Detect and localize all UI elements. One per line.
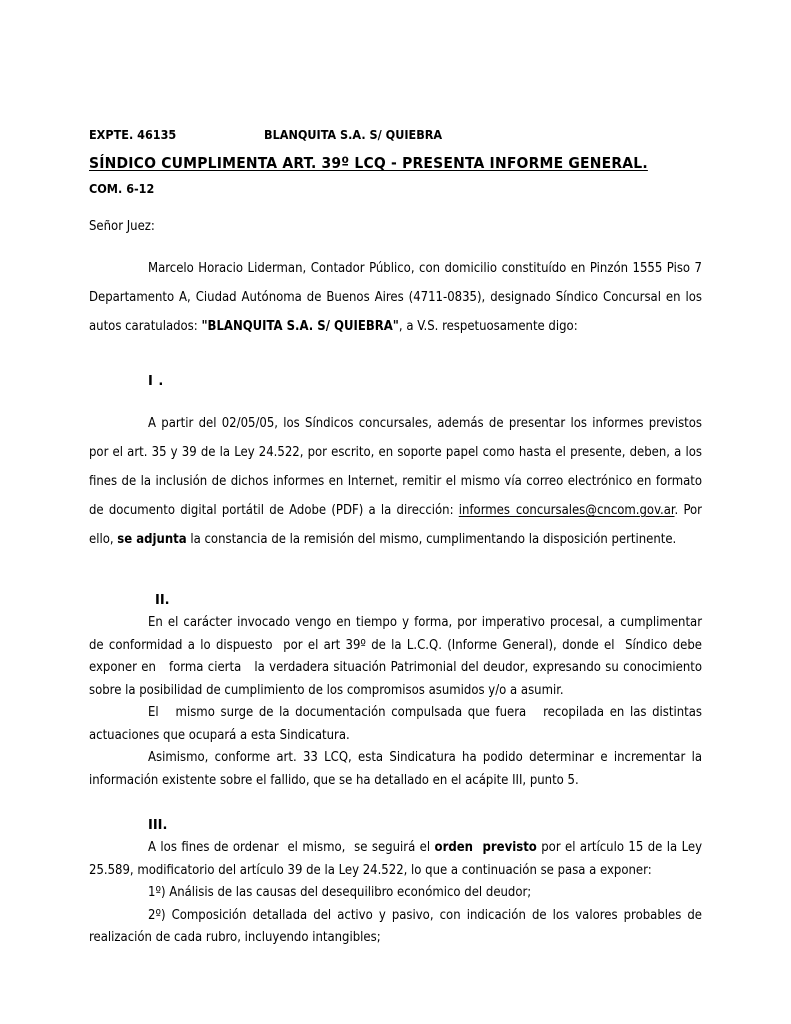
caption-line-comunicacion: [89, 180, 702, 198]
intro-text-part1: Marcelo Horacio Liderman, Contador Público, con domicilio constituído en Pinzón 1555 Piso 7 Departamento A, Ciudad Autónoma de Buenos Aires (4711-0835), designado Síndico Concursal en los autos caratulados:: [89, 261, 706, 334]
intro-text-part2: , a V.S. respetuosamente digo:: [398, 319, 578, 334]
list-item: 2º) Composición detallada del activo y pasivo, con indicación de los valores probables de realización de cada rubro, incluyendo intangibles;: [89, 907, 706, 945]
spacer: [89, 393, 702, 409]
salutation: Señor Juez:: [89, 219, 155, 234]
section-iii-bold-phrase: orden previsto: [434, 840, 537, 855]
section-ii-paragraph-2: El mismo surge de la documentación compulsada que fuera recopilada en las distintas actuaciones que ocupará a esta Sindicatura.: [89, 705, 706, 743]
section-marker-ii: II.: [155, 593, 170, 608]
section-iii-text-lead: A los fines de ordenar el mismo, se seguirá el: [148, 840, 435, 855]
section-i-text-tail: la constancia de la remisión del mismo, cumplimentando la disposición pertinente.: [186, 532, 677, 547]
page-title: SÍNDICO CUMPLIMENTA ART. 39º LCQ - PRESENTA INFORME GENERAL.: [89, 154, 648, 172]
case-title: BLANQUITA S.A. S/ QUIEBRA: [264, 127, 443, 142]
section-i-text-after-email: . Por ello,: [89, 503, 706, 547]
intro-paragraph: [89, 254, 706, 341]
spacer: [89, 341, 702, 371]
section-marker-i: I .: [148, 374, 164, 389]
section-ii-paragraph-1: En el carácter invocado vengo en tiempo y forma, por imperativo procesal, a cumplimentar de conformidad a lo dispuesto por el art 39º de la L.C.Q. (Informe General), donde el Síndico debe exponer en forma cierta la verdadera situación Patrimonial del deudor, expresando su conocimiento sobre la posibilidad de cumplimiento de los compromisos asumidos y/o a asumir.: [89, 615, 706, 698]
section-marker-iii: III.: [148, 818, 168, 833]
spacer: [89, 554, 702, 590]
section-iii-paragraph: [89, 837, 706, 882]
section-i-bold-phrase: se adjunta: [117, 532, 187, 547]
section-i-text-before-email: A partir del 02/05/05, los Síndicos concursales, además de presentar los informes previstos por el art. 35 y 39 de la Ley 24.522, por escrito, en soporte papel como hasta el presente, deben, a los fines de la inclusión de dichos informes en Internet, remitir el mismo vía correo electrónico en formato de documento digital portátil de Adobe (PDF) a la dirección:: [89, 416, 706, 518]
expediente-number: EXPTE. 46135: [89, 127, 177, 142]
email-address[interactable]: informes_concursales@cncom.gov.ar: [458, 503, 675, 518]
spacer: [89, 238, 702, 254]
section-ii-paragraph-3: Asimismo, conforme art. 33 LCQ, esta Sindicatura ha podido determinar e incrementar la información existente sobre el fallido, que se ha detallado en el acápite III, punto 5.: [89, 750, 706, 788]
list-item: 1º) Análisis de las causas del desequilibro económico del deudor;: [148, 885, 532, 900]
section-iii-text-tail: por el artículo 15 de la Ley 25.589, modificatorio del artículo 39 de la Ley 24.522, lo que a continuación se pasa a exponer:: [89, 840, 706, 878]
comunicacion-number: COM. 6-12: [89, 181, 155, 196]
document-body: [89, 216, 706, 950]
section-i-paragraph: [89, 409, 706, 554]
spacer: [89, 792, 702, 815]
intro-case-title: "BLANQUITA S.A. S/ QUIEBRA": [201, 319, 399, 334]
caption-line-expediente: [89, 126, 702, 144]
